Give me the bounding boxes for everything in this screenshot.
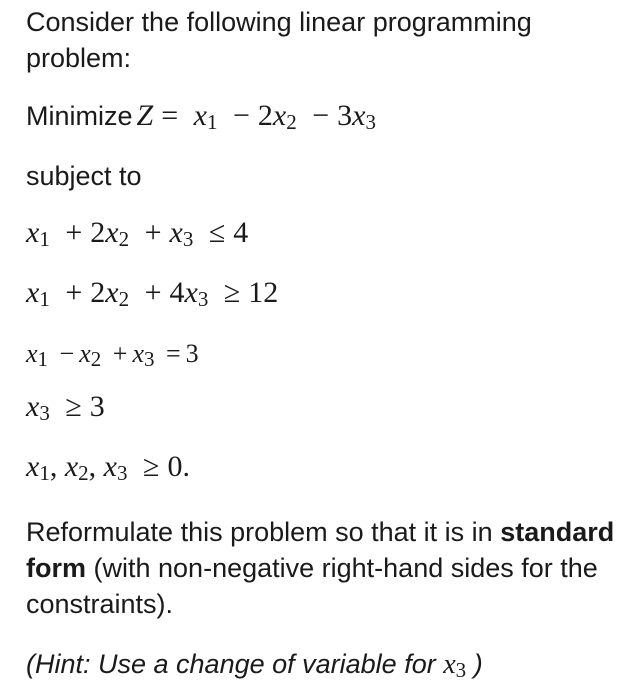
hint-text: (Hint: Use a change of variable for $x_3$ ) xyxy=(26,649,483,682)
non-negativity-constraint: $x_1$, $x_2$, $x_3 \ge 0$. xyxy=(26,450,190,485)
objective-prefix: Minimize xyxy=(26,101,133,131)
objective-function xyxy=(26,98,376,134)
hint-variable: $x_3$ xyxy=(443,649,467,682)
constraint-1: $x_1 + 2x_2 + x_3 \le 4$ xyxy=(26,216,249,251)
objective-expression: $Z = x_1 - 2x_2 - 3x_3$ xyxy=(136,99,376,134)
constraint-4: $x_3 \ge 3$ xyxy=(26,390,105,425)
task-text: Reformulate this problem so that it is in standard form (with non-negative right-hand sides for the constraints). xyxy=(26,517,615,619)
constraint-3: $x_1 - x_2 + x_3 = 3$ xyxy=(26,339,199,371)
subject-to-label: subject to xyxy=(26,161,142,191)
constraint-2: $x_1 + 2x_2 + 4x_3 \ge 12$ xyxy=(26,276,279,311)
intro-text: Consider the following linear programming problem: xyxy=(26,7,532,73)
task-emphasis: standard form xyxy=(26,517,615,583)
